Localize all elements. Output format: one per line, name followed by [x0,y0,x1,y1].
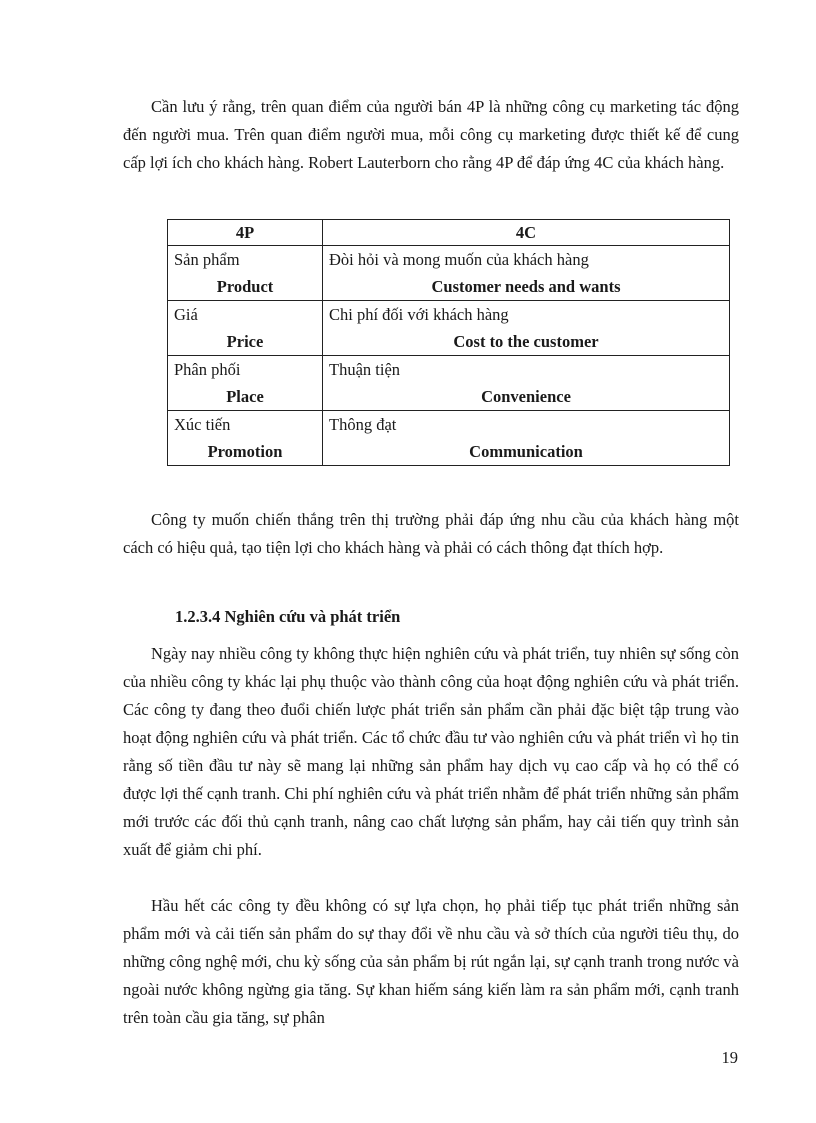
cell-en-label: Convenience [481,387,571,406]
table-header-row [168,220,730,246]
cell-en-label: Promotion [207,442,283,461]
cell-vn-label: Sản phẩm [174,250,240,269]
cell-en-label: Communication [469,442,583,461]
header-4c: 4C [323,220,730,246]
cell-en-label: Cost to the customer [453,332,599,351]
cell-vn-label: Giá [174,305,198,324]
4p-4c-table [167,219,730,466]
table-cell-4p [168,301,323,356]
section-heading: 1.2.3.4 Nghiên cứu và phát triển [175,607,401,626]
table-row [168,246,730,301]
table-row [168,301,730,356]
cell-en-label: Customer needs and wants [431,277,621,296]
table-row [168,411,730,466]
cell-en-label: Place [226,387,264,406]
cell-vn-label: Phân phối [174,360,241,379]
table-cell-4c [323,411,730,466]
page-number: 19 [721,1048,738,1067]
table-cell-4c [323,356,730,411]
cell-vn-label: Thông đạt [329,415,397,434]
cell-en-label: Product [216,277,274,296]
cell-vn-label: Chi phí đối với khách hàng [329,305,509,324]
after-table-paragraph: Công ty muốn chiến thắng trên thị trường phải đáp ứng nhu cầu của khách hàng một cách có hiệu quả, tạo tiện lợi cho khách hàng và phải có cách thông đạt thích hợp. [123,510,739,557]
table-cell-4c [323,301,730,356]
cell-vn-label: Đòi hỏi và mong muốn của khách hàng [329,250,589,269]
cell-en-label: Price [226,332,264,351]
table-cell-4p [168,246,323,301]
cell-vn-label: Thuận tiện [329,360,401,379]
cell-vn-label: Xúc tiến [174,415,231,434]
rd-paragraph-1: Ngày nay nhiều công ty không thực hiện nghiên cứu và phát triển, tuy nhiên sự sống còn của nhiều công ty khác lại phụ thuộc vào thành công của hoạt động nghiên cứu và phát triển. Các công ty đang theo đuổi chiến lược phát triển sản phẩm cần phải đặc biệt tập trung vào hoạt động nghiên cứu và phát triển. Các tổ chức đầu tư vào nghiên cứu và phát triển vì họ tin rằng số tiền đầu tư này sẽ mang lại những sản phẩm hay dịch vụ cao cấp và họ có thể có được lợi thế cạnh tranh. Chi phí nghiên cứu và phát triển nhằm để phát triển những sản phẩm mới trước các đối thủ cạnh tranh, nâng cao chất lượng sản phẩm, hay cải tiến quy trình sản xuất để giảm chi phí. [123,644,739,859]
rd-paragraph-2: Hầu hết các công ty đều không có sự lựa chọn, họ phải tiếp tục phát triển những sản phẩm mới và cải tiến sản phẩm do sự thay đổi về nhu cầu và sở thích của người tiêu thụ, do những công nghệ mới, chu kỳ sống của sản phẩm bị rút ngắn lại, sự cạnh tranh trong nước và ngoài nước không ngừng gia tăng. Sự khan hiếm sáng kiến làm ra sản phẩm mới, cạnh tranh trên toàn cầu gia tăng, sự phân [123,896,739,1027]
table-cell-4p [168,411,323,466]
intro-paragraph: Cần lưu ý rằng, trên quan điểm của người bán 4P là những công cụ marketing tác động đến người mua. Trên quan điểm người mua, mỗi công cụ marketing được thiết kế để cung cấp lợi ích cho khách hàng. Robert Lauterborn cho rằng 4P để đáp ứng 4C của khách hàng. [123,97,739,172]
table-cell-4c [323,246,730,301]
table-row [168,356,730,411]
table-cell-4p [168,356,323,411]
header-4p: 4P [168,220,323,246]
